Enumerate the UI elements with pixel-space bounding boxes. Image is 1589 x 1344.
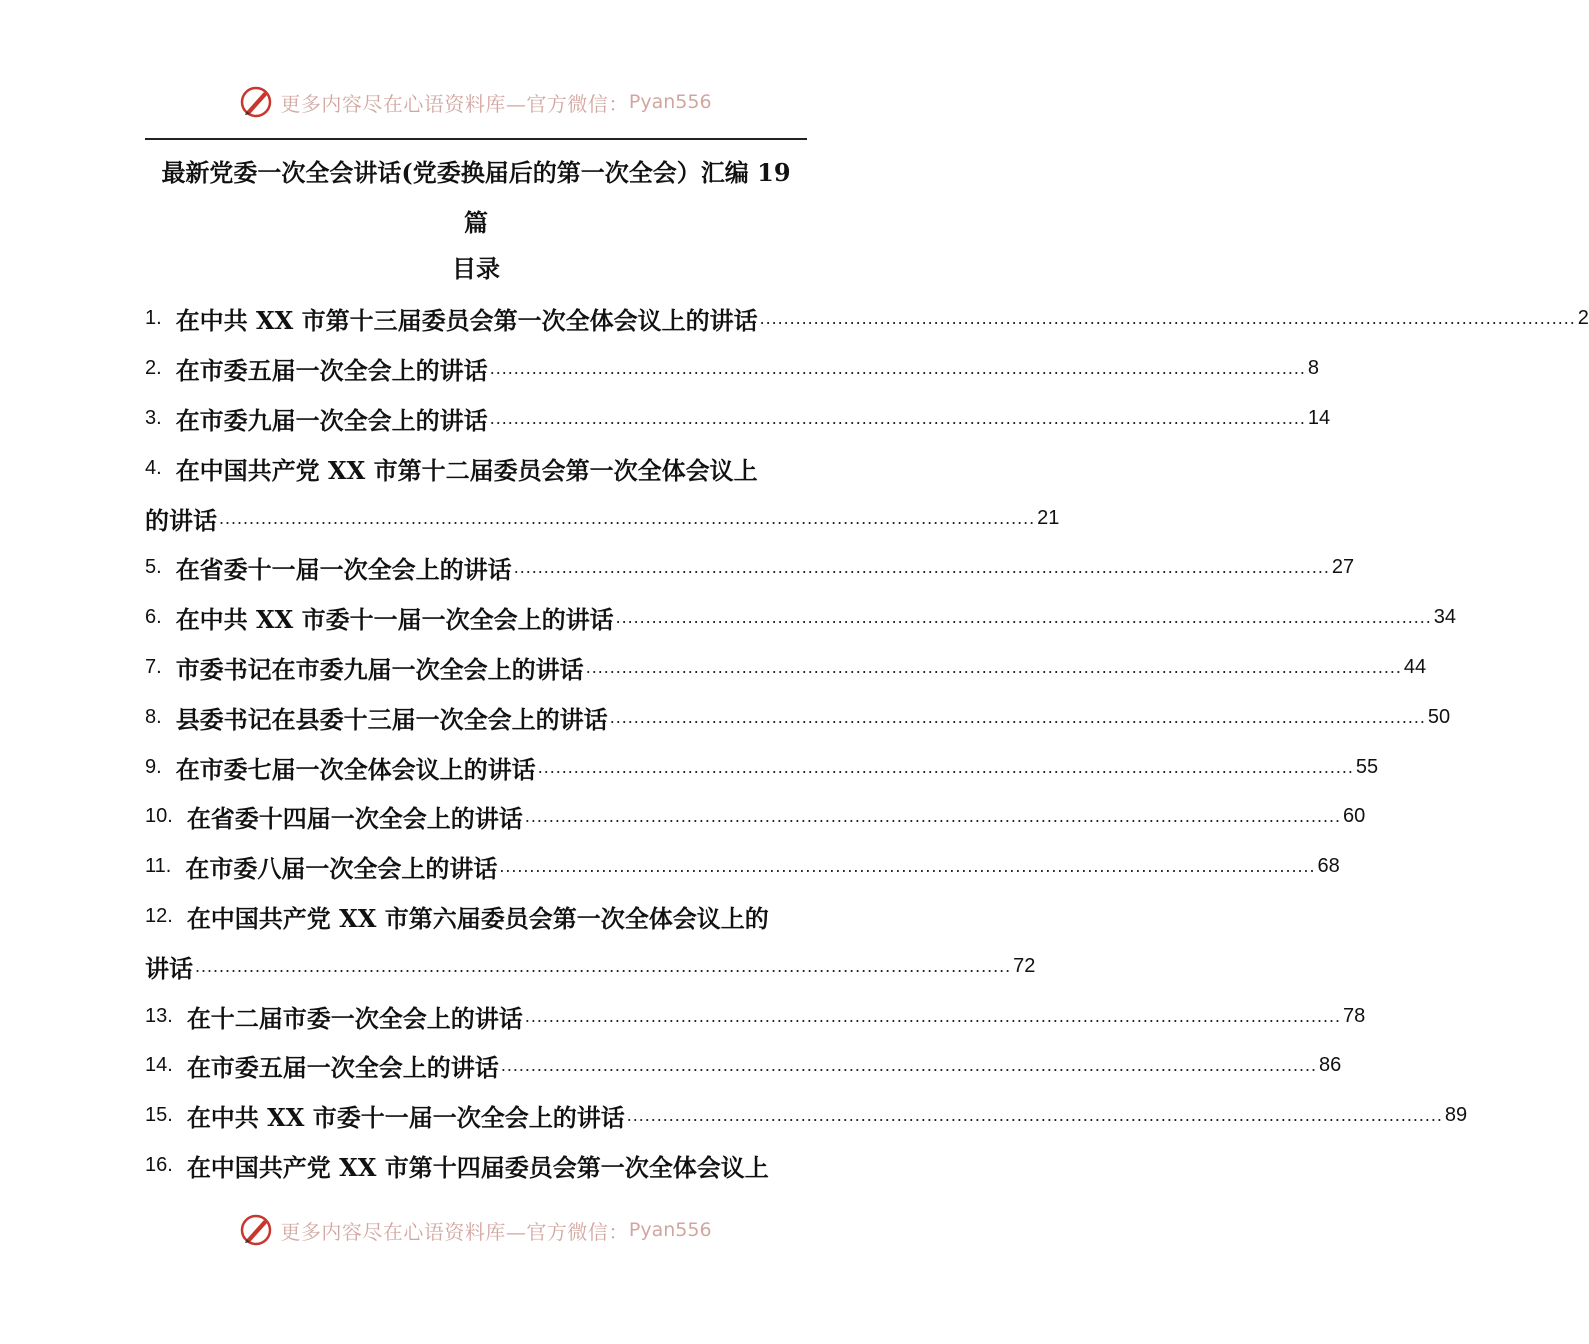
- pen-logo-icon: [238, 84, 274, 120]
- toc-title: 在中国共产党 XX 市第十二届委员会第一次全体会议上: [175, 455, 758, 485]
- header-rule: [145, 138, 807, 140]
- footer-banner: [0, 1210, 950, 1250]
- toc-title: 的讲话: [145, 505, 217, 535]
- dot-leader: ........................................................................................................................................: [513, 557, 1330, 578]
- toc-title: 在中国共产党 XX 市第十四届委员会第一次全体会议上: [186, 1152, 769, 1182]
- toc-title: 在十二届市委一次全会上的讲话: [186, 1003, 523, 1033]
- toc-entry-2[interactable]: [145, 344, 1319, 394]
- toc-entry-3[interactable]: [145, 394, 1331, 444]
- toc-entry-12[interactable]: [145, 892, 858, 942]
- toc-page: 21: [1037, 506, 1060, 529]
- toc-title: 县委书记在县委十三届一次全会上的讲话: [175, 704, 608, 734]
- dot-leader: ........................................................................................................................................: [759, 308, 1576, 329]
- toc-number: 3.: [145, 406, 162, 429]
- toc-entry-14[interactable]: [145, 1041, 1342, 1091]
- toc-page: 14: [1307, 406, 1331, 429]
- toc-page: 68: [1317, 855, 1340, 878]
- toc-number: 7.: [145, 655, 162, 678]
- toc-entry-5[interactable]: [145, 543, 1355, 593]
- dot-leader: ........................................................................................................................................: [219, 507, 1036, 528]
- dot-leader: ........................................................................................................................................: [489, 407, 1306, 428]
- dot-leader: ........................................................................................................................................: [499, 856, 1316, 877]
- toc-title: 在中共 XX 市委十一届一次全会上的讲话: [175, 605, 614, 635]
- toc-entry-1[interactable]: [145, 294, 1589, 344]
- wechat-id: Pyan556: [628, 1219, 712, 1241]
- toc-title: 在中国共产党 XX 市第六届委员会第一次全体会议上的: [186, 903, 769, 933]
- toc-title: 在中共 XX 市第十三届委员会第一次全体会议上的讲话: [175, 306, 758, 336]
- dot-leader: ........................................................................................................................................: [615, 607, 1432, 628]
- toc-page: 44: [1403, 655, 1427, 678]
- toc-title: 在省委十一届一次全会上的讲话: [175, 555, 512, 585]
- toc-number: 8.: [145, 705, 162, 728]
- title-line-2: 篇: [464, 208, 488, 237]
- toc-page: 72: [1013, 954, 1036, 977]
- toc-entry-6[interactable]: [145, 593, 1457, 643]
- toc-number: 6.: [145, 606, 162, 629]
- toc-entry-13[interactable]: [145, 991, 1366, 1041]
- toc-page: 50: [1427, 705, 1451, 728]
- dot-leader: ........................................................................................................................................: [537, 756, 1354, 777]
- toc-number: 1.: [145, 307, 162, 330]
- dot-leader: ........................................................................................................................................: [195, 955, 1012, 976]
- toc-number: 10.: [145, 805, 173, 828]
- toc-number: 2.: [145, 357, 162, 380]
- dot-leader: ........................................................................................................................................: [626, 1105, 1443, 1126]
- wechat-id: Pyan556: [628, 91, 712, 113]
- toc-number: 14.: [145, 1054, 173, 1077]
- toc-page: 78: [1342, 1004, 1366, 1027]
- toc-entry-15[interactable]: [145, 1091, 1468, 1141]
- toc-title: 在市委八届一次全会上的讲话: [185, 854, 498, 884]
- toc-entry-4[interactable]: [145, 443, 858, 493]
- banner-text: 更多内容尽在心语资料库—官方微信：: [280, 1219, 629, 1244]
- toc-heading: 目录: [452, 254, 500, 283]
- table-of-contents: [145, 294, 1589, 1190]
- toc-title: 在市委五届一次全会上的讲话: [175, 356, 488, 386]
- toc-page: 60: [1342, 805, 1366, 828]
- dot-leader: ........................................................................................................................................: [609, 706, 1426, 727]
- dot-leader: ........................................................................................................................................: [524, 1005, 1341, 1026]
- toc-title: 讲话: [145, 953, 193, 983]
- dot-leader: ........................................................................................................................................: [500, 1055, 1317, 1076]
- toc-number: 9.: [145, 755, 162, 778]
- toc-title: 在市委五届一次全会上的讲话: [186, 1053, 499, 1083]
- toc-entry-11[interactable]: [145, 842, 1340, 892]
- toc-entry-9[interactable]: [145, 742, 1379, 792]
- toc-number: 13.: [145, 1004, 173, 1027]
- banner-text: 更多内容尽在心语资料库—官方微信：: [280, 91, 629, 116]
- toc-title: 在省委十四届一次全会上的讲话: [186, 804, 523, 834]
- toc-page: 86: [1318, 1054, 1342, 1077]
- toc-title: 在中共 XX 市委十一届一次全会上的讲话: [186, 1103, 625, 1133]
- toc-number: 4.: [145, 456, 162, 479]
- toc-entry-16[interactable]: [145, 1141, 858, 1191]
- dot-leader: ........................................................................................................................................: [585, 656, 1402, 677]
- pen-logo-icon: [238, 1212, 274, 1248]
- toc-number: 15.: [145, 1104, 173, 1127]
- toc-title: 在市委九届一次全会上的讲话: [175, 405, 488, 435]
- document-title: [145, 148, 807, 248]
- toc-number: 12.: [145, 904, 173, 927]
- title-line-1: 最新党委一次全会讲话(党委换届后的第一次全会）汇编 19: [161, 158, 791, 187]
- toc-page: 55: [1355, 755, 1379, 778]
- dot-leader: ........................................................................................................................................: [489, 358, 1306, 379]
- toc-number: 5.: [145, 556, 162, 579]
- dot-leader: ........................................................................................................................................: [524, 806, 1341, 827]
- toc-entry-10[interactable]: [145, 792, 1366, 842]
- toc-page: 2: [1577, 307, 1589, 330]
- toc-entry-4-cont[interactable]: [145, 493, 1060, 543]
- toc-number: 11.: [145, 855, 172, 878]
- toc-entry-7[interactable]: [145, 643, 1427, 693]
- toc-title: 在市委七届一次全体会议上的讲话: [175, 754, 536, 784]
- toc-page: 27: [1331, 556, 1355, 579]
- toc-entry-12-cont[interactable]: [145, 941, 1036, 991]
- toc-number: 16.: [145, 1153, 173, 1176]
- header-banner: [0, 82, 950, 122]
- toc-page: 89: [1444, 1104, 1468, 1127]
- toc-entry-8[interactable]: [145, 692, 1451, 742]
- toc-page: 34: [1433, 606, 1457, 629]
- toc-title: 市委书记在市委九届一次全会上的讲话: [175, 654, 584, 684]
- toc-page: 8: [1307, 357, 1319, 380]
